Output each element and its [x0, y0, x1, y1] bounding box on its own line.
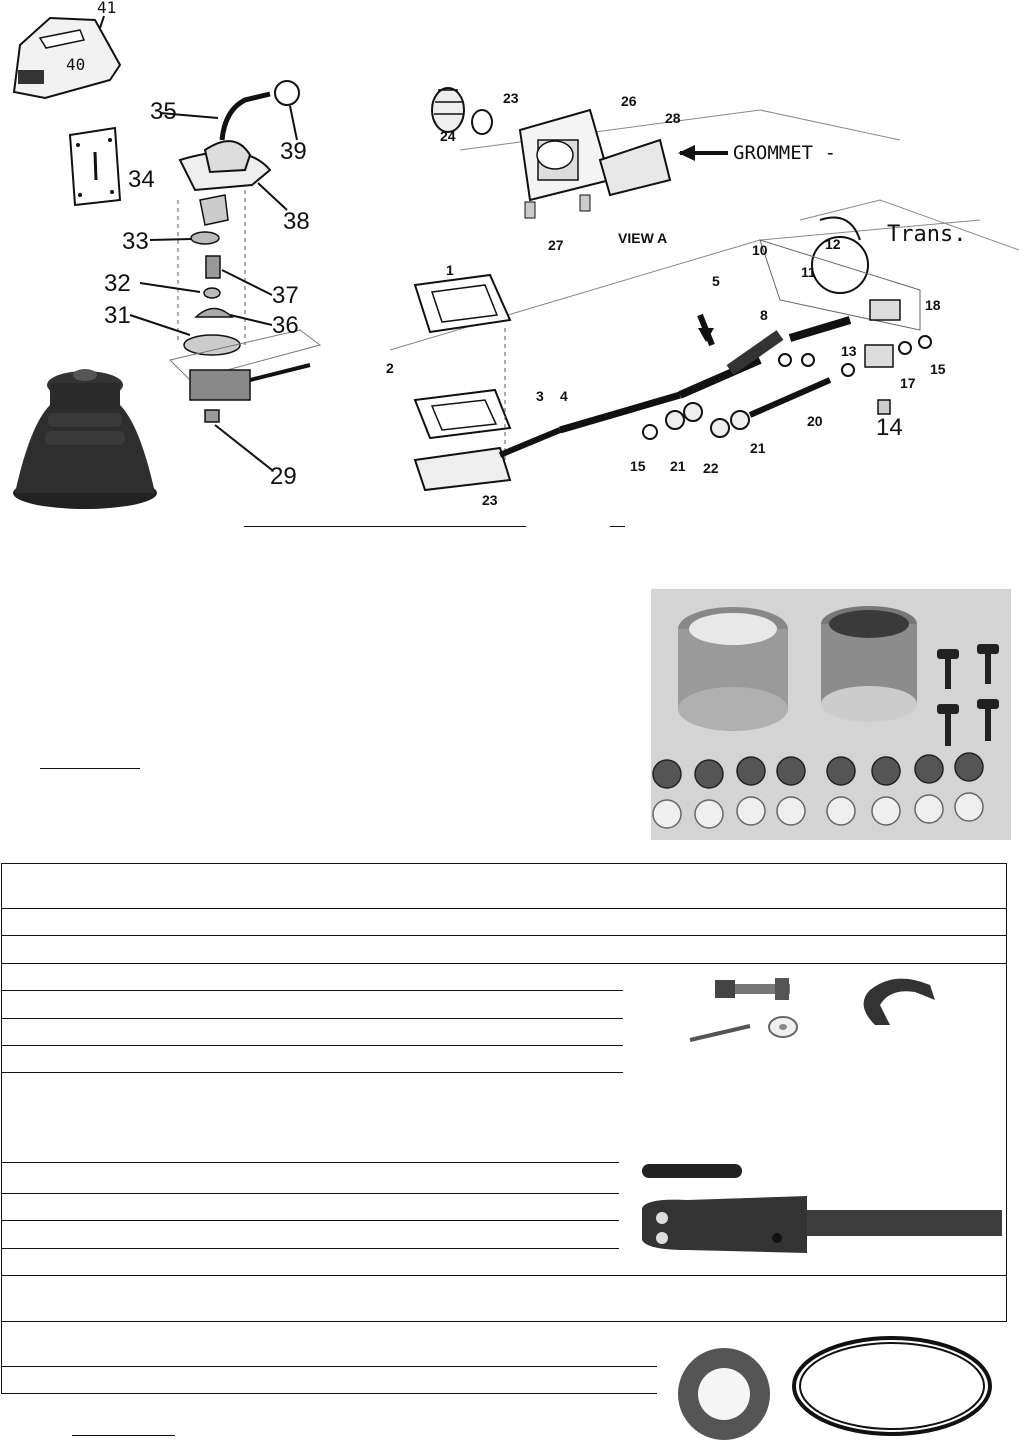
- callout-21-left: 21: [670, 458, 686, 474]
- footer-underline: [72, 1435, 175, 1436]
- table-row-line: [1, 963, 1007, 964]
- table-row-line: [1, 1193, 619, 1194]
- callout-14: 14: [876, 414, 903, 441]
- callout-5: 5: [712, 273, 720, 289]
- pin-and-shaft-photo: [637, 1158, 1007, 1258]
- callout-4: 4: [560, 388, 568, 404]
- table-row-line: [1, 1393, 657, 1394]
- callout-24: 24: [440, 128, 456, 144]
- table-row-line: [1, 1072, 623, 1073]
- callout-31: 31: [104, 302, 131, 329]
- callout-12: 12: [825, 236, 841, 252]
- callout-1: 1: [446, 262, 454, 278]
- table-row-line: [1, 1018, 623, 1019]
- table-row-line: [1, 990, 623, 991]
- table-row-line: [1, 1045, 623, 1046]
- callout-32: 32: [104, 270, 131, 297]
- callout-40: 40: [66, 55, 86, 74]
- callout-17: 17: [900, 375, 916, 391]
- callout-10: 10: [752, 242, 768, 258]
- callout-21-right: 21: [750, 440, 766, 456]
- callout-39: 39: [280, 138, 307, 165]
- callout-38: 38: [283, 208, 310, 235]
- callout-2: 2: [386, 360, 394, 376]
- callout-18: 18: [925, 297, 941, 313]
- table-row-line: [1, 1321, 1007, 1322]
- callout-34: 34: [128, 166, 155, 193]
- trans-label: Trans.: [887, 222, 967, 247]
- view-a-label: VIEW A: [618, 230, 668, 246]
- table-row-line: [1, 908, 1007, 909]
- callout-41: 41: [97, 0, 117, 17]
- callout-23-top: 23: [503, 90, 519, 106]
- callout-13: 13: [841, 343, 857, 359]
- callout-26: 26: [621, 93, 637, 109]
- bushings-and-screws-photo: [651, 589, 1011, 840]
- callout-8: 8: [760, 307, 768, 323]
- callout-15-left: 15: [630, 458, 646, 474]
- callout-23-bottom: 23: [482, 492, 498, 508]
- table-left-border: [1, 863, 2, 1393]
- table-row-line: [1, 1275, 1007, 1276]
- caption-underline-short: [610, 526, 625, 527]
- callout-11: 11: [801, 264, 816, 280]
- table-row-line: [1, 935, 1007, 936]
- callout-33: 33: [122, 228, 149, 255]
- bolt-washer-clip-photo: [680, 970, 970, 1050]
- grommet-label: GROMMET -: [733, 142, 836, 164]
- callout-29: 29: [270, 463, 297, 490]
- callout-15-right: 15: [930, 361, 946, 377]
- callout-35: 35: [150, 98, 177, 125]
- shift-boot-photo: [10, 365, 160, 510]
- callout-37: 37: [272, 282, 299, 309]
- caption-underline: [244, 526, 526, 527]
- table-row-line: [1, 863, 1007, 864]
- callout-28: 28: [665, 110, 681, 126]
- linkage-exploded-diagram: [360, 70, 1019, 525]
- table-row-line: [1, 1248, 619, 1249]
- callout-36: 36: [272, 312, 299, 339]
- callout-20: 20: [807, 413, 823, 429]
- callout-27: 27: [548, 237, 564, 253]
- callout-22: 22: [703, 460, 719, 476]
- section-underline: [40, 768, 140, 769]
- table-row-line: [1, 1366, 657, 1367]
- callout-3: 3: [536, 388, 544, 404]
- seal-and-o-ring-photo: [672, 1334, 1002, 1444]
- table-row-line: [1, 1162, 619, 1163]
- table-row-line: [1, 1220, 619, 1221]
